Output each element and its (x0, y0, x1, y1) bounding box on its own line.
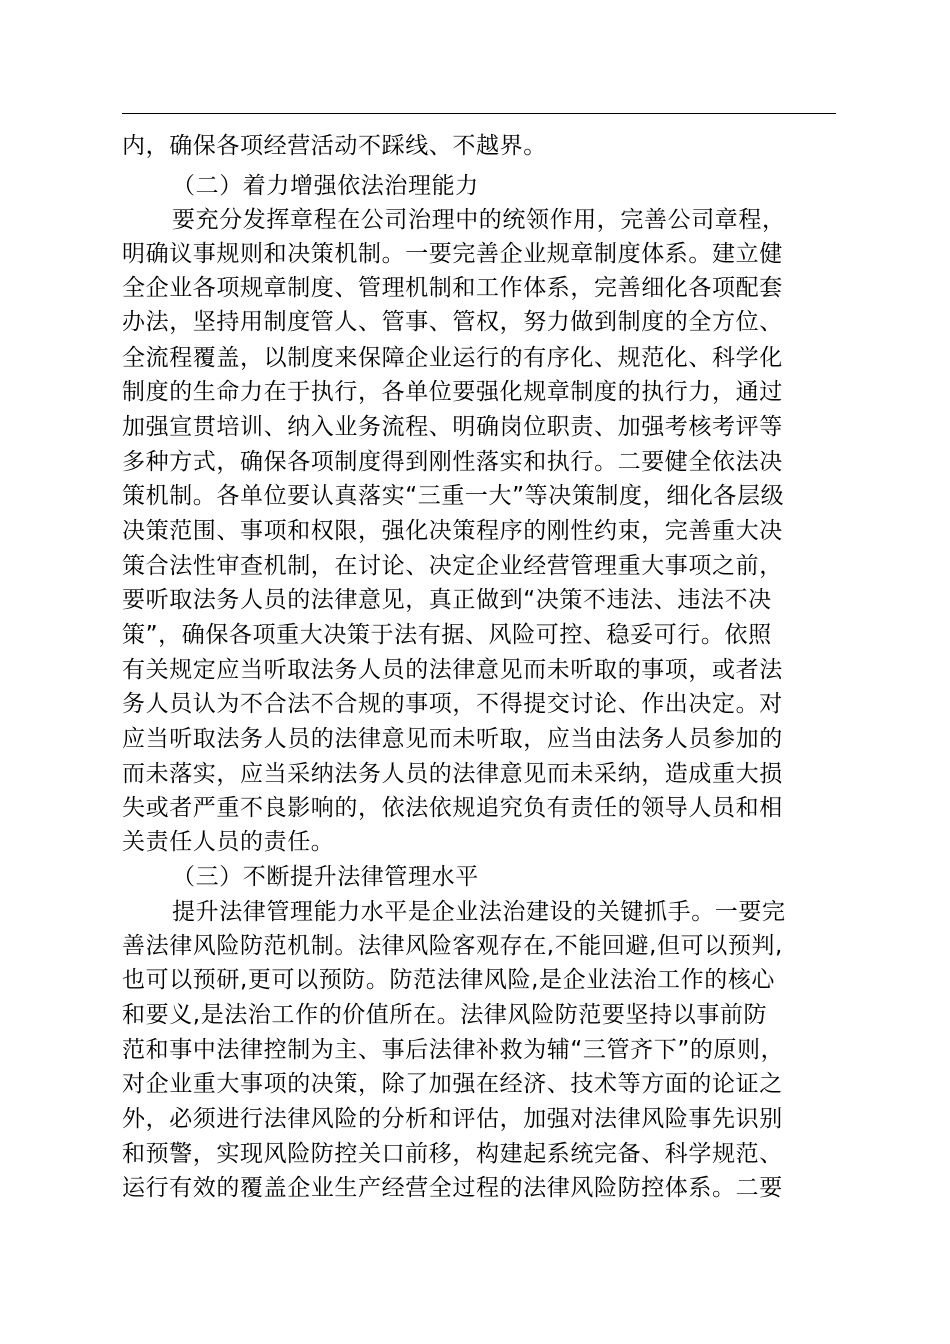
text-line: 善法律风险防范机制。法律风险客观存在,不能回避,但可以预判, (122, 933, 783, 959)
text-line: 策合法性审查机制，在讨论、决定企业经营管理重大事项之前， (122, 553, 783, 579)
text-line: 失或者严重不良影响的，依法依规追究负有责任的领导人员和相 (122, 795, 783, 821)
text-line: 有关规定应当听取法务人员的法律意见而未听取的事项，或者法 (122, 657, 783, 683)
text-line: 对企业重大事项的决策，除了加强在经济、技术等方面的论证之 (122, 1071, 783, 1097)
text-line: 提升法律管理能力水平是企业法治建设的关键抓手。一要完 (172, 899, 786, 925)
text-line: 决策范围、事项和权限，强化决策程序的刚性约束，完善重大决 (122, 518, 783, 544)
text-line: 和预警，实现风险防控关口前移，构建起系统完备、科学规范、 (122, 1141, 783, 1167)
text-line: 应当听取法务人员的法律意见而未听取，应当由法务人员参加的 (122, 726, 783, 752)
text-line: 务人员认为不合法不合规的事项，不得提交讨论、作出决定。对 (122, 691, 783, 717)
text-line: 明确议事规则和决策机制。一要完善企业规章制度体系。建立健 (122, 241, 783, 267)
text-line: 要听取法务人员的法律意见，真正做到“决策不违法、违法不决 (122, 587, 772, 613)
text-line: 运行有效的覆盖企业生产经营全过程的法律风险防控体系。二要 (122, 1175, 783, 1201)
text-line: 多种方式，确保各项制度得到刚性落实和执行。二要健全依法决 (122, 449, 783, 475)
text-line: 外，必须进行法律风险的分析和评估，加强对法律风险事先识别 (122, 1106, 783, 1132)
text-line: 加强宣贯培训、纳入业务流程、明确岗位职责、加强考核考评等 (122, 414, 783, 440)
text-line: 范和事中法律控制为主、事后法律补救为辅“三管齐下”的原则， (122, 1037, 785, 1063)
section-heading-3: （三）不断提升法律管理水平 (172, 864, 479, 890)
header-rule (122, 113, 836, 114)
text-line: 制度的生命力在于执行，各单位要强化规章制度的执行力，通过 (122, 379, 783, 405)
text-line: 内，确保各项经营活动不踩线、不越界。 (122, 133, 547, 159)
section-heading-2: （二）着力增强依法治理能力 (172, 173, 479, 199)
text-line: 关责任人员的责任。 (122, 829, 335, 855)
text-line: 和要义,是法治工作的价值所在。法律风险防范要坚持以事前防 (122, 1002, 768, 1028)
text-line: 策机制。各单位要认真落实“三重一大”等决策制度，细化各层级 (122, 483, 785, 509)
text-line: 全企业各项规章制度、管理机制和工作体系，完善细化各项配套 (122, 275, 783, 301)
text-line: 策”，确保各项重大决策于法有据、风险可控、稳妥可行。依照 (122, 622, 772, 648)
text-line: 要充分发挥章程在公司治理中的统领作用，完善公司章程， (172, 207, 786, 233)
text-line: 而未落实，应当采纳法务人员的法律意见而未采纳，造成重大损 (122, 761, 783, 787)
text-line: 办法，坚持用制度管人、管事、管权，努力做到制度的全方位、 (122, 309, 783, 335)
text-line: 全流程覆盖，以制度来保障企业运行的有序化、规范化、科学化 (122, 345, 783, 371)
text-line: 也可以预研,更可以预防。防范法律风险,是企业法治工作的核心 (122, 967, 776, 993)
